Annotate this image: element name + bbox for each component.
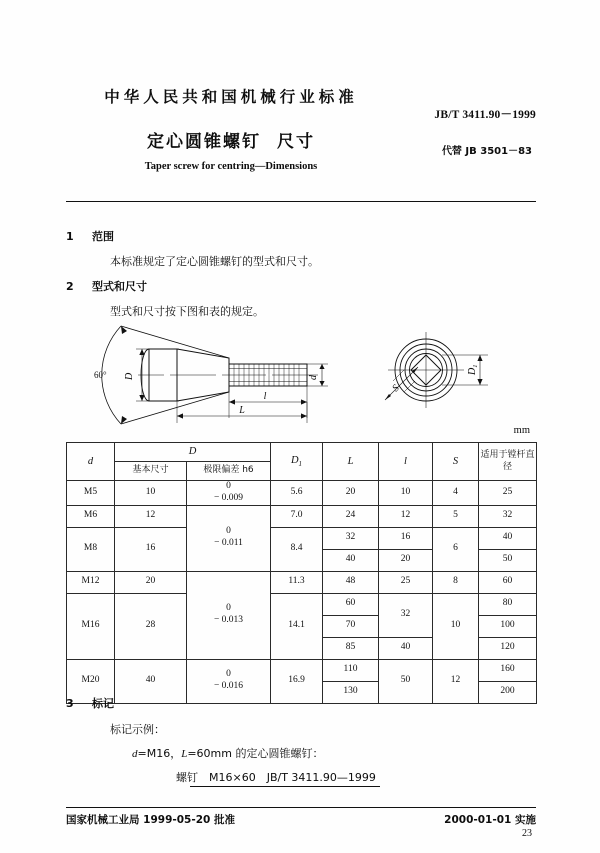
col-header-D-tolerance: 极限偏差 h6: [187, 462, 271, 481]
cell-bore-diameter: 200: [479, 681, 537, 703]
marking-underline: [190, 786, 380, 787]
cell-d: M5: [67, 481, 115, 506]
col-header-S: S: [433, 443, 479, 481]
cell-D-basic: 20: [115, 571, 187, 593]
header-divider-rule: [66, 201, 536, 202]
cell-D-tolerance: 0 − 0.011: [187, 505, 271, 571]
table-row: [67, 593, 537, 615]
symbol-L: L: [181, 748, 188, 760]
cell-D-basic: 28: [115, 593, 187, 659]
cell-d: M8: [67, 527, 115, 571]
cell-D-basic: 12: [115, 505, 187, 527]
cell-L: 48: [323, 571, 379, 593]
col-header-L: L: [323, 443, 379, 481]
marking-designation: 螺钉 M16×60 JB/T 3411.90—1999: [176, 771, 376, 784]
replaces-note: 代替 JB 3501－83: [441, 146, 532, 157]
dimension-label-d: d: [308, 375, 319, 380]
marking-example-spec: d=M16，L=60mm 的定心圆锥螺钉：: [132, 747, 324, 760]
table-row: [67, 659, 537, 681]
footer-approval: 国家机械工业局 1999-05-20 批准: [66, 814, 235, 826]
cell-D-basic: 40: [115, 659, 187, 703]
cell-D-tolerance: 0 − 0.016: [187, 659, 271, 703]
cell-bore-diameter: 120: [479, 637, 537, 659]
technical-drawing-figure: [66, 320, 536, 430]
cell-L: 70: [323, 615, 379, 637]
symbol-d: d: [132, 748, 138, 760]
section-1-number: 1: [66, 230, 74, 243]
page-content: [66, 0, 536, 853]
cell-L: 20: [323, 481, 379, 506]
cell-bore-diameter: 160: [479, 659, 537, 681]
table-unit-label: mm: [513, 425, 530, 436]
cell-bore-diameter: 60: [479, 571, 537, 593]
table-row: [67, 527, 537, 549]
section-1-body: 本标准规定了定心圆锥螺钉的型式和尺寸。: [110, 255, 319, 268]
cell-d: M16: [67, 593, 115, 659]
section-2-heading: [66, 278, 147, 294]
col-header-D1: $D_1$: [271, 443, 323, 481]
col-header-bore-diameter: 适用于镗杆直径: [479, 443, 537, 481]
table-row: [67, 481, 537, 506]
cell-D1: 7.0: [271, 505, 323, 527]
cell-D-tolerance: 0 − 0.009: [187, 481, 271, 506]
dimension-label-l: l: [263, 391, 267, 402]
cell-bore-diameter: 100: [479, 615, 537, 637]
document-title-main: 定心圆锥螺钉: [147, 132, 261, 152]
table-row: [67, 571, 537, 593]
cell-bore-diameter: 80: [479, 593, 537, 615]
cell-D1: 14.1: [271, 593, 323, 659]
section-1-heading: [66, 228, 114, 244]
col-header-d: d: [67, 443, 115, 481]
cell-D-basic: 10: [115, 481, 187, 506]
specification-table-wrapper: [66, 442, 536, 704]
section-2-number: 2: [66, 280, 74, 293]
cell-L: 40: [323, 549, 379, 571]
cell-l: 12: [379, 505, 433, 527]
section-3-number: 3: [66, 697, 74, 710]
cell-S: 8: [433, 571, 479, 593]
table-head: [67, 443, 537, 481]
dimension-label-D: D: [124, 372, 135, 380]
cell-D1: 11.3: [271, 571, 323, 593]
cell-bore-diameter: 25: [479, 481, 537, 506]
cell-l: 20: [379, 549, 433, 571]
table-header-row-1: [67, 443, 537, 462]
table-row: [67, 505, 537, 527]
cell-S: 5: [433, 505, 479, 527]
col-header-D-basic: 基本尺寸: [115, 462, 187, 481]
section-3-title: 标记: [92, 697, 114, 710]
cell-D-basic: 16: [115, 527, 187, 571]
cell-l: 50: [379, 659, 433, 703]
cell-D1: 16.9: [271, 659, 323, 703]
footer-divider-rule: [66, 807, 536, 808]
cell-l: 10: [379, 481, 433, 506]
cell-l: 16: [379, 527, 433, 549]
table-body: [67, 481, 537, 704]
section-2-body: 型式和尺寸按下图和表的规定。: [110, 305, 264, 318]
cell-bore-diameter: 40: [479, 527, 537, 549]
dimension-label-S: S: [390, 382, 402, 395]
section-3-body: 标记示例：: [110, 723, 165, 736]
standard-organization-title: 中华人民共和国机械行业标准: [104, 88, 358, 106]
document-title: [66, 127, 396, 152]
cell-S: 4: [433, 481, 479, 506]
cell-l: 40: [379, 637, 433, 659]
section-1-title: 范围: [92, 230, 114, 243]
cell-L: 24: [323, 505, 379, 527]
cell-D1: 8.4: [271, 527, 323, 571]
col-header-l: l: [379, 443, 433, 481]
cell-S: 6: [433, 527, 479, 571]
section-3-heading: [66, 695, 114, 711]
cell-L: 85: [323, 637, 379, 659]
dimension-label-L: L: [239, 405, 245, 416]
cell-L: 130: [323, 681, 379, 703]
cell-d: M6: [67, 505, 115, 527]
cell-S: 10: [433, 593, 479, 659]
dimension-label-D1: $D_1$: [467, 364, 479, 375]
specification-table: [66, 442, 537, 704]
page-number: 23: [522, 828, 532, 839]
cell-L: 60: [323, 593, 379, 615]
cell-bore-diameter: 32: [479, 505, 537, 527]
document-title-english: Taper screw for centring—Dimensions: [144, 161, 318, 172]
footer-effective-date: 2000-01-01 实施: [444, 814, 536, 826]
cell-l: 32: [379, 593, 433, 637]
cell-D-tolerance: 0 − 0.013: [187, 571, 271, 659]
cell-L: 110: [323, 659, 379, 681]
angle-label-60deg: 60°: [94, 370, 107, 380]
document-title-sub: 尺寸: [277, 132, 315, 152]
standard-code: JB/T 3411.90－1999: [434, 109, 536, 121]
cell-D1: 5.6: [271, 481, 323, 506]
cell-bore-diameter: 50: [479, 549, 537, 571]
cell-d: M20: [67, 659, 115, 703]
cell-L: 32: [323, 527, 379, 549]
cell-d: M12: [67, 571, 115, 593]
col-header-D: D: [115, 443, 271, 462]
cell-l: 25: [379, 571, 433, 593]
section-2-title: 型式和尺寸: [92, 280, 147, 293]
cell-S: 12: [433, 659, 479, 703]
drawing-svg: [66, 320, 536, 432]
